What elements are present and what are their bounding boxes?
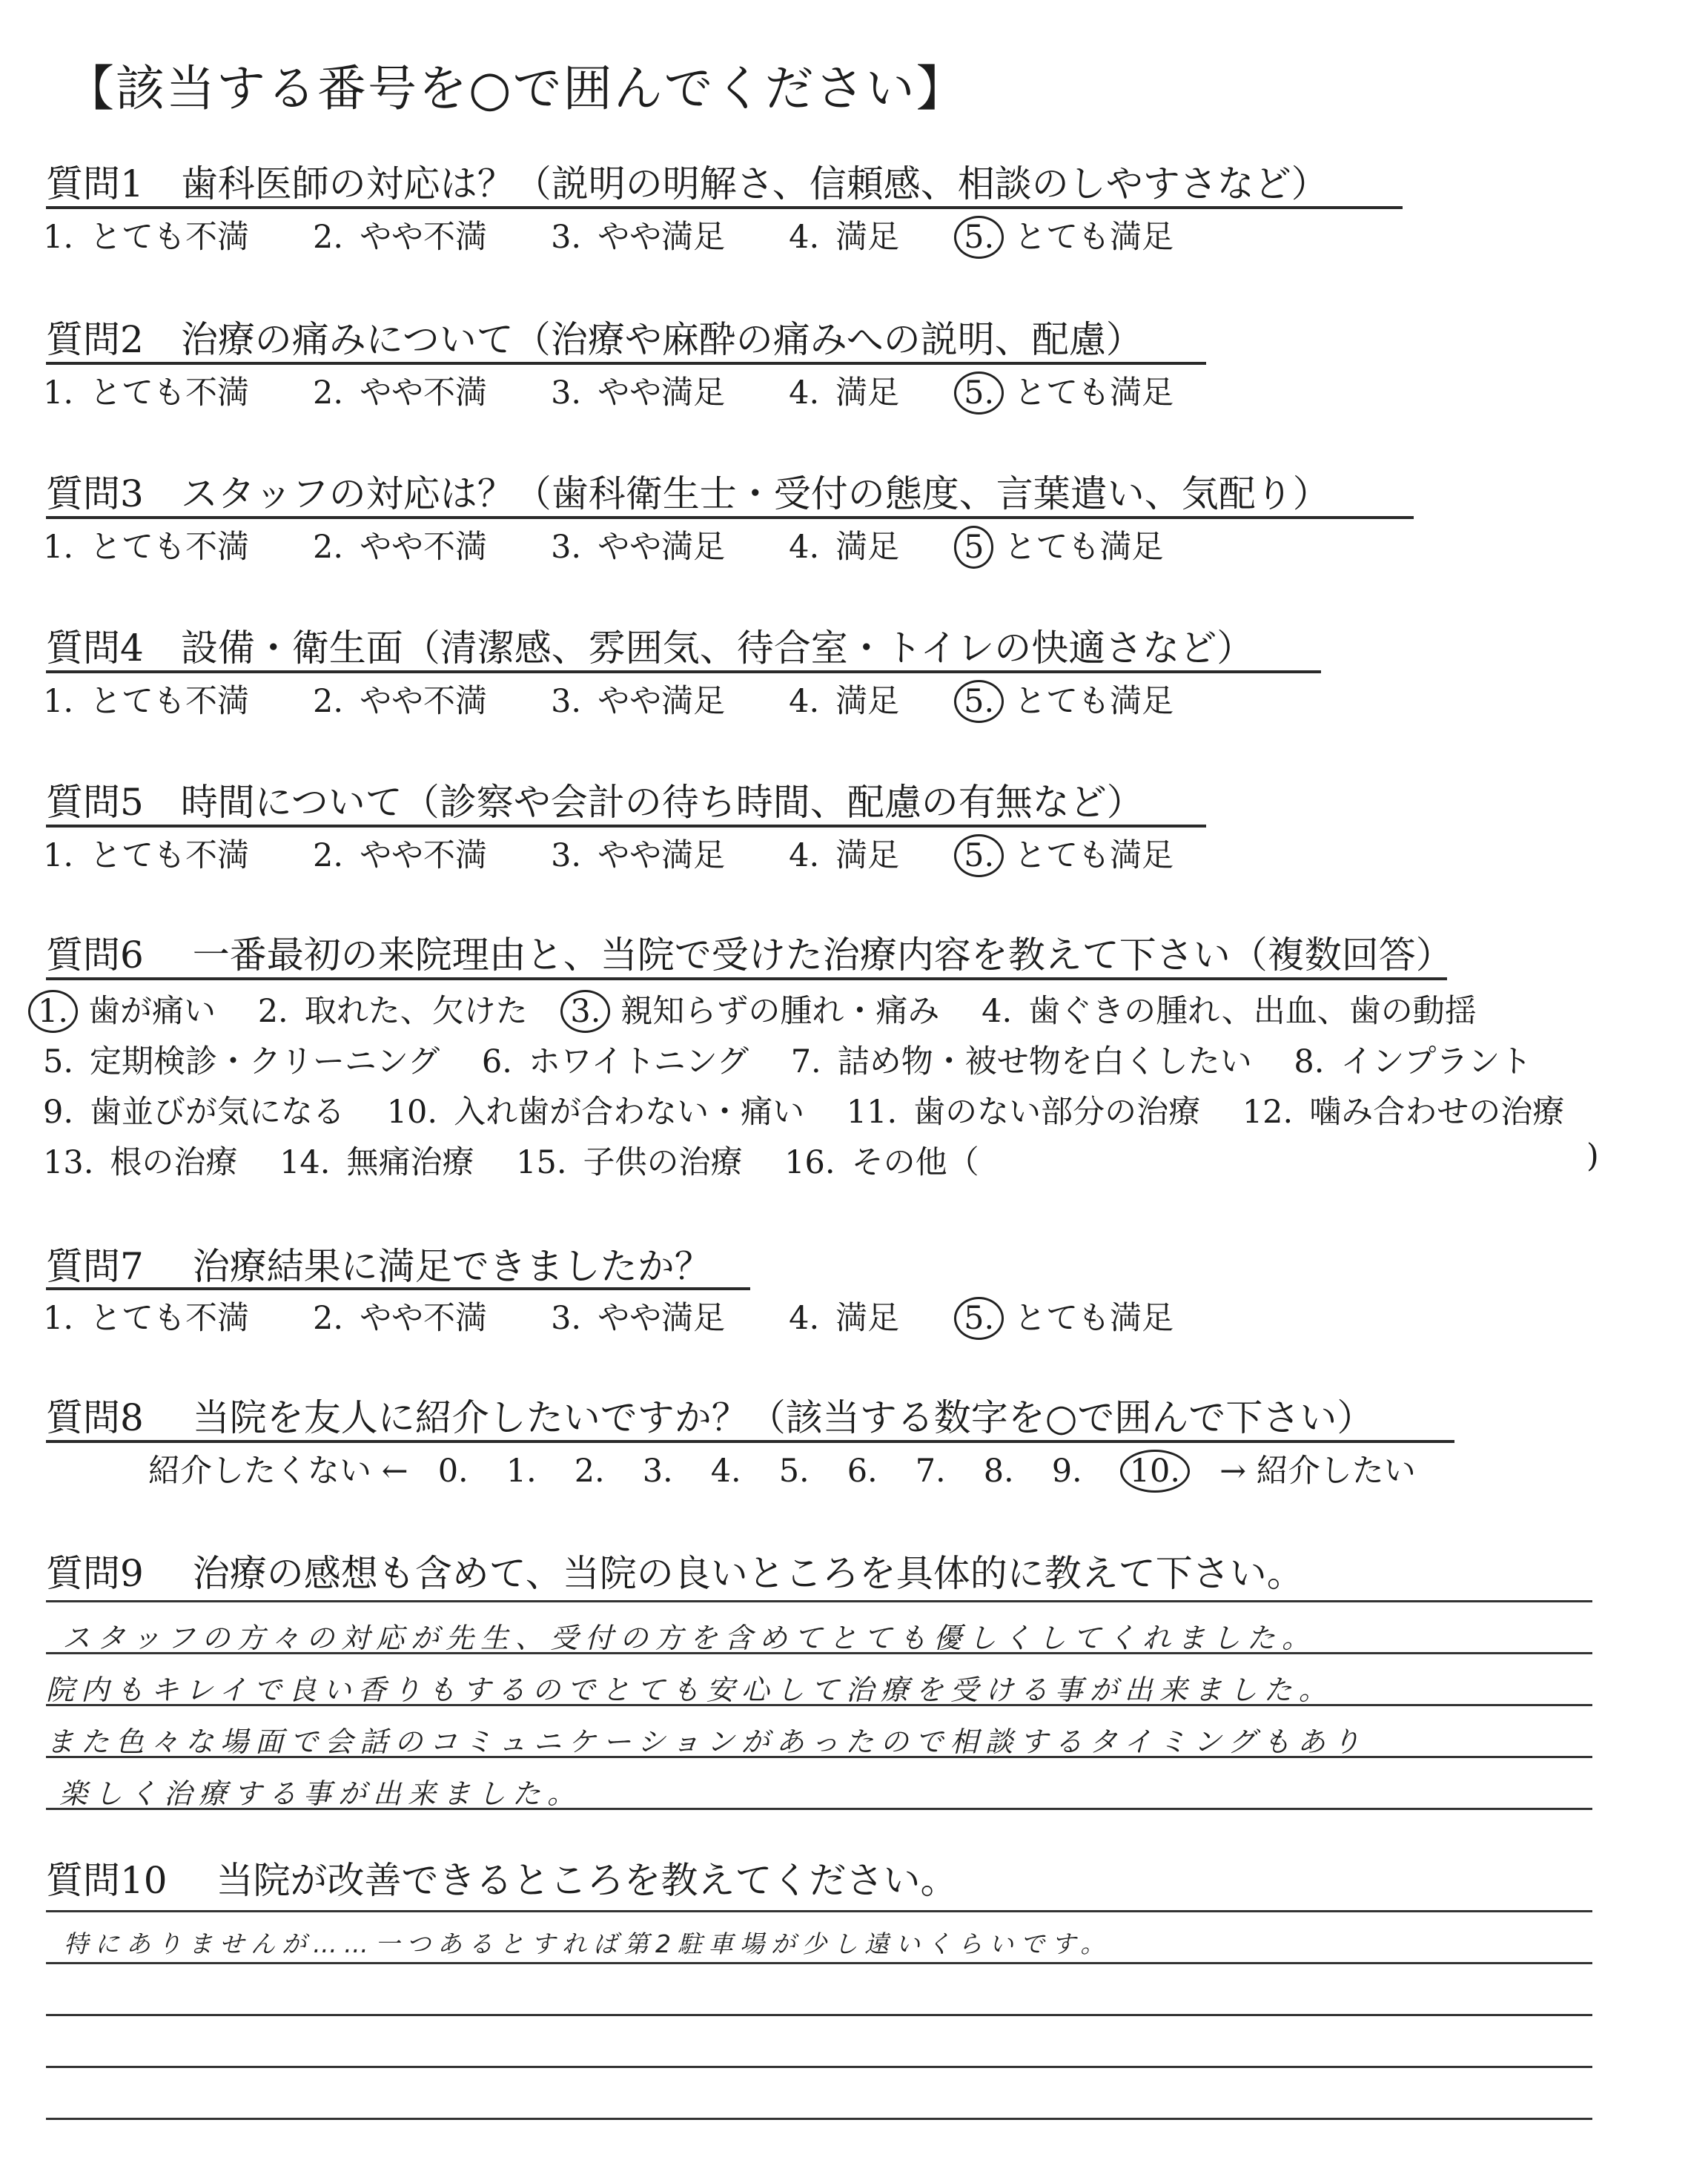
- q8-left-label: 紹介したくない ←: [148, 1453, 408, 1490]
- q8-number-8[interactable]: 8.: [983, 1453, 1014, 1490]
- q1-title: 質問1 歯科医師の対応は？（説明の明解さ、信頼感、相談のしやすさなど）: [46, 162, 1328, 205]
- q9-line-0: [46, 1600, 1592, 1602]
- q4-options: [43, 676, 1174, 723]
- q8-number-1[interactable]: 1.: [506, 1453, 537, 1490]
- q5-underline: [46, 825, 1206, 828]
- q7-option-3-number[interactable]: 3.: [551, 1300, 582, 1337]
- q8-number-3[interactable]: 3.: [642, 1453, 673, 1490]
- q4-option-5-label: とても満足: [1014, 683, 1174, 720]
- q1-option-5-label: とても満足: [1014, 219, 1174, 256]
- q5-option-4-label: 満足: [835, 837, 900, 874]
- q5-option-5-number[interactable]: 5.: [954, 834, 1004, 877]
- q7-underline: [46, 1287, 750, 1290]
- q4-option-2-label: やや不満: [360, 683, 488, 720]
- q10-line-3: [46, 2066, 1592, 2068]
- q1-option-3-number[interactable]: 3.: [551, 219, 582, 256]
- q6-row-1: 1. 歯が痛い 2. 取れた、欠けた 3. 親知らずの腫れ・痛み 4. 歯ぐきの腫れ、出血、歯の動揺: [37, 986, 1477, 1033]
- q5-option-2-label: やや不満: [360, 837, 488, 874]
- q8-number-9[interactable]: 9.: [1051, 1453, 1082, 1490]
- q3-option-5-number[interactable]: 5: [954, 526, 993, 569]
- q10-line-2: [46, 2014, 1592, 2016]
- q8-number-7[interactable]: 7.: [915, 1453, 946, 1490]
- q2-option-3-label: やや満足: [598, 374, 726, 412]
- q10-line-4: [46, 2118, 1592, 2120]
- q7-option-1-number[interactable]: 1.: [43, 1300, 74, 1337]
- page-title: 【該当する番号を○で囲んでください】: [65, 60, 967, 117]
- q2-title: 質問2 治療の痛みについて（治療や麻酔の痛みへの説明、配慮）: [46, 318, 1143, 361]
- q5-options: [43, 830, 1174, 877]
- q2-underline: [46, 362, 1206, 365]
- q3-title: 質問3 スタッフの対応は？（歯科衛生士・受付の態度、言葉遣い、気配り）: [46, 472, 1330, 515]
- q6-other-close-paren: ): [1586, 1137, 1599, 1175]
- q4-option-1-label: とても不満: [90, 683, 250, 720]
- q3-option-1-label: とても不満: [90, 529, 250, 566]
- q3-option-2-number[interactable]: 2.: [313, 529, 344, 566]
- q7-title: 質問7 治療結果に満足できましたか？: [46, 1245, 712, 1288]
- q8-number-10-circled[interactable]: 10.: [1120, 1450, 1190, 1493]
- q8-number-0[interactable]: 0.: [437, 1453, 469, 1490]
- q1-underline: [46, 206, 1403, 209]
- q1-option-3-label: やや満足: [598, 219, 726, 256]
- q8-scale: [148, 1446, 1416, 1493]
- q9-title: 質問9 治療の感想も含めて、当院の良いところを具体的に教えて下さい。: [46, 1552, 1304, 1595]
- q3-option-4-number[interactable]: 4.: [789, 529, 820, 566]
- q8-number-4[interactable]: 4.: [710, 1453, 741, 1490]
- q5-option-2-number[interactable]: 2.: [313, 837, 344, 874]
- q10-line-1: [46, 1962, 1592, 1964]
- q4-option-3-number[interactable]: 3.: [551, 683, 582, 720]
- q3-option-2-label: やや不満: [360, 529, 488, 566]
- q2-option-1-number[interactable]: 1.: [43, 374, 74, 412]
- q6-row-4: 13. 根の治療 14. 無痛治療 15. 子供の治療 16. その他（: [43, 1144, 979, 1181]
- q7-option-2-number[interactable]: 2.: [313, 1300, 344, 1337]
- q7-option-4-label: 満足: [835, 1300, 900, 1337]
- q8-number-6[interactable]: 6.: [847, 1453, 878, 1490]
- q6-title: 質問6 一番最初の来院理由と、当院で受けた治療内容を教えて下さい（複数回答）: [46, 934, 1453, 977]
- q2-option-4-label: 満足: [835, 374, 900, 412]
- q3-options: [43, 522, 1163, 569]
- q7-option-3-label: やや満足: [598, 1300, 726, 1337]
- q9-answer-line-1: スタッフの方々の対応が先生、受付の方を含めてとても優しくしてくれました。: [62, 1622, 1317, 1654]
- q2-option-3-number[interactable]: 3.: [551, 374, 582, 412]
- q1-option-2-number[interactable]: 2.: [313, 219, 344, 256]
- q8-title: 質問8 当院を友人に紹介したいですか？（該当する数字を○で囲んで下さい）: [46, 1396, 1374, 1439]
- q10-line-0: [46, 1910, 1592, 1912]
- q4-option-1-number[interactable]: 1.: [43, 683, 74, 720]
- q8-number-5[interactable]: 5.: [778, 1453, 810, 1490]
- q1-option-4-number[interactable]: 4.: [789, 219, 820, 256]
- q1-option-5-number[interactable]: 5.: [954, 216, 1004, 259]
- q2-option-1-label: とても不満: [90, 374, 250, 412]
- q4-option-4-number[interactable]: 4.: [789, 683, 820, 720]
- q2-option-2-number[interactable]: 2.: [313, 374, 344, 412]
- q5-option-5-label: とても満足: [1014, 837, 1174, 874]
- q7-option-1-label: とても不満: [90, 1300, 250, 1337]
- q3-underline: [46, 516, 1414, 519]
- q5-option-3-label: やや満足: [598, 837, 726, 874]
- q5-option-1-number[interactable]: 1.: [43, 837, 74, 874]
- q9-answer-line-4: 楽しく治療する事が出来ました。: [59, 1777, 583, 1810]
- q7-option-2-label: やや不満: [360, 1300, 488, 1337]
- q8-number-2[interactable]: 2.: [574, 1453, 605, 1490]
- q2-option-5-number[interactable]: 5.: [954, 371, 1004, 415]
- q6-underline: [46, 977, 1447, 980]
- q5-option-1-label: とても不満: [90, 837, 250, 874]
- q4-option-4-label: 満足: [835, 683, 900, 720]
- q4-option-5-number[interactable]: 5.: [954, 680, 1004, 723]
- q3-option-4-label: 満足: [835, 529, 900, 566]
- q5-option-3-number[interactable]: 3.: [551, 837, 582, 874]
- q6-item-1-number[interactable]: 1.: [28, 990, 78, 1033]
- q5-title: 質問5 時間について（診察や会計の待ち時間、配慮の有無など）: [46, 781, 1144, 824]
- q6-row-2: 5. 定期検診・クリーニング 6. ホワイトニング 7. 詰め物・被せ物を白くしたい 8. インプラント: [43, 1043, 1532, 1080]
- q2-option-5-label: とても満足: [1014, 374, 1174, 412]
- q1-option-1-number[interactable]: 1.: [43, 219, 74, 256]
- q7-option-5-label: とても満足: [1014, 1300, 1174, 1337]
- q4-title: 質問4 設備・衛生面（清潔感、雰囲気、待合室・トイレの快適さなど）: [46, 627, 1254, 670]
- q2-option-2-label: やや不満: [360, 374, 488, 412]
- q3-option-1-number[interactable]: 1.: [43, 529, 74, 566]
- q7-options: [43, 1293, 1174, 1340]
- q4-option-2-number[interactable]: 2.: [313, 683, 344, 720]
- q1-option-1-label: とても不満: [90, 219, 250, 256]
- q6-row-3: 9. 歯並びが気になる 10. 入れ歯が合わない・痛い 11. 歯のない部分の治療 12. 噛み合わせの治療: [43, 1094, 1565, 1131]
- q2-options: [43, 368, 1174, 415]
- q8-right-label: → 紹介したい: [1219, 1453, 1416, 1490]
- q6-item-3-number[interactable]: 3.: [560, 990, 610, 1033]
- q5-option-4-number[interactable]: 4.: [789, 837, 820, 874]
- q4-underline: [46, 670, 1321, 673]
- q10-title: 質問10 当院が改善できるところを教えてください。: [46, 1859, 958, 1902]
- q9-answer-line-3: また色々な場面で会話のコミュニケーションがあったので相談するタイミングもあり: [46, 1725, 1367, 1758]
- q10-answer-line-1: 特にありませんが……一つあるとすれば第2駐車場が少し遠いくらいです。: [64, 1929, 1112, 1958]
- q1-option-2-label: やや不満: [360, 219, 488, 256]
- q3-option-5-label: とても満足: [1004, 529, 1164, 566]
- q1-option-4-label: 満足: [835, 219, 900, 256]
- q8-underline: [46, 1440, 1454, 1443]
- q3-option-3-number[interactable]: 3.: [551, 529, 582, 566]
- q7-option-5-number[interactable]: 5.: [954, 1297, 1004, 1340]
- q4-option-3-label: やや満足: [598, 683, 726, 720]
- q1-options: [43, 212, 1174, 259]
- q3-option-3-label: やや満足: [598, 529, 726, 566]
- q2-option-4-number[interactable]: 4.: [789, 374, 820, 412]
- q7-option-4-number[interactable]: 4.: [789, 1300, 820, 1337]
- q9-answer-line-2: 院内もキレイで良い香りもするのでとても安心して治療を受ける事が出来ました。: [46, 1674, 1334, 1706]
